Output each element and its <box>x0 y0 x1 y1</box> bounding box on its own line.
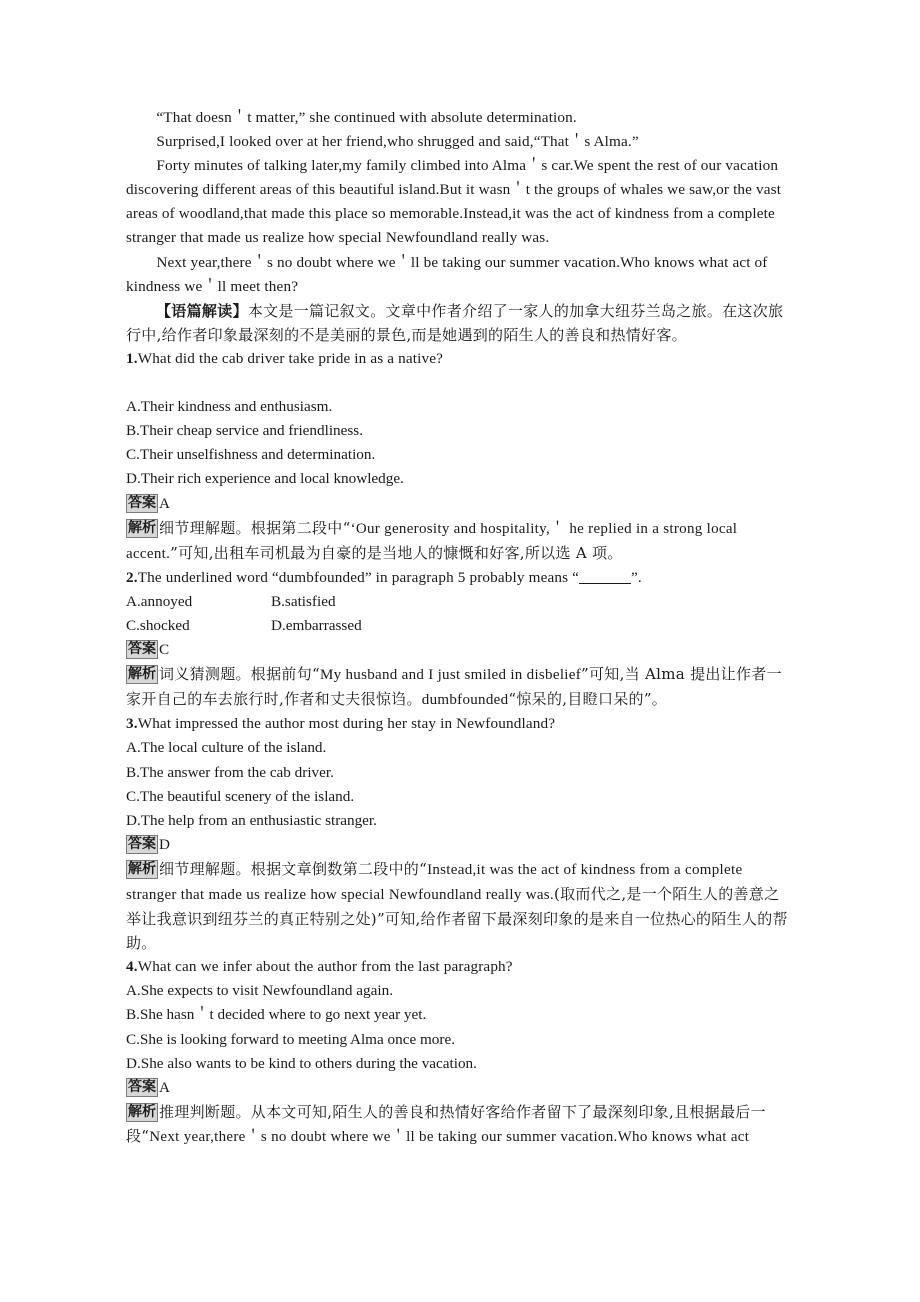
analysis-text <box>126 1103 766 1145</box>
answer-line <box>126 833 794 857</box>
option-a[interactable]: A.annoyed <box>126 592 193 610</box>
answer-blank[interactable] <box>579 583 631 584</box>
answer-value: A <box>159 494 171 512</box>
analysis-text-cn: 词义猜测题。根据前句“ <box>159 665 320 684</box>
passage-analysis <box>126 299 794 347</box>
option-d[interactable]: D.The help from an enthusiastic stranger. <box>126 811 377 829</box>
option-b[interactable]: B.satisfied <box>271 592 336 610</box>
question-stem <box>126 566 794 590</box>
analysis-label: 解析 <box>128 666 156 683</box>
answer-line <box>126 492 794 516</box>
analysis-text-cn: ”可知,出租车司机最为自豪的是当地人的慷慨和好客,所以选 A 项。 <box>170 543 623 562</box>
analysis-text <box>126 860 788 952</box>
answer-label: 答案 <box>128 641 156 658</box>
question-text: What did the cab driver take pride in as a native? <box>137 349 444 367</box>
answer-line <box>126 1076 794 1100</box>
option-a[interactable]: A.She expects to visit Newfoundland again. <box>126 982 393 1000</box>
analysis-text-cn: 推理判断题。从本文可知,陌生人的善良和热情好客给作者留下了最深刻印象,且根据最后一段“ <box>126 1102 766 1145</box>
option-d[interactable]: D.embarrassed <box>271 616 362 634</box>
option-c[interactable]: C.Their unselfishness and determination. <box>126 446 376 464</box>
option-d[interactable]: D.She also wants to be kind to others during the vacation. <box>126 1054 477 1072</box>
passage-paragraph: Next year,there＇s no doubt where we＇ll be taking our summer vacation.Who knows what act of kindness we＇ll meet then? <box>126 253 772 295</box>
spacer <box>126 371 794 395</box>
question-stem <box>126 712 794 736</box>
answer-line <box>126 638 794 662</box>
question-text: What can we infer about the author from the last paragraph? <box>137 958 513 976</box>
option-row <box>126 590 794 614</box>
option-b[interactable]: B.Their cheap service and friendliness. <box>126 422 364 440</box>
analysis-label: 解析 <box>128 1103 156 1120</box>
document-page <box>126 106 794 1149</box>
passage-analysis-text: 本文是一篇记叙文。文章中作者介绍了一家人的加拿大纽芬兰岛之旅。在这次旅行中,给作者印象最深刻的不是美丽的景色,而是她遇到的陌生人的善良和热情好客。 <box>126 301 784 344</box>
analysis-line <box>126 857 794 955</box>
question-text-after-blank: ”. <box>631 568 642 586</box>
question-number: 2. <box>126 568 138 586</box>
analysis-text-cn: 细节理解题。根据文章倒数第二段中的“ <box>159 859 428 878</box>
answer-label: 答案 <box>128 494 156 511</box>
analysis-text-cn: 细节理解题。根据第二段中“ <box>159 518 351 537</box>
analysis-quote-en: Next year,there＇s no doubt where we＇ll be taking our summer vacation.Who knows what act <box>149 1128 750 1145</box>
passage-paragraph: “That doesn＇t matter,” she continued with absolute determination. <box>156 109 577 126</box>
question-number: 1. <box>126 349 138 367</box>
analysis-label: 解析 <box>128 519 156 536</box>
analysis-text-cn: ”可知,当 Alma 提出让作者一家开自己的车去旅行时,作者和丈夫很惊诌。 <box>126 665 782 709</box>
question-stem <box>126 955 794 979</box>
analysis-line <box>126 1100 794 1149</box>
analysis-quote-en: My husband and I just smiled in disbelief <box>319 667 582 684</box>
analysis-line <box>126 516 794 566</box>
passage-paragraph: Forty minutes of talking later,my family climbed into Alma＇s car.We spent the rest of our vacation discovering different areas of this beautiful island.But it wasn＇t the groups of whales we saw,or the vast areas of woodland,that made this place so memorable.Instead,it was the act of kindness from a complete stranger that made us realize how special Newfoundland really was. <box>126 157 786 247</box>
passage-paragraph: Surprised,I looked over at her friend,who shrugged and said,“That＇s Alma.” <box>156 133 639 151</box>
analysis-text <box>126 519 741 562</box>
option-c[interactable]: C.The beautiful scenery of the island. <box>126 787 355 805</box>
answer-value: C <box>159 641 170 659</box>
option-row <box>126 614 794 638</box>
analysis-line <box>126 662 794 712</box>
question-number: 3. <box>126 715 138 733</box>
answer-label: 答案 <box>128 835 156 852</box>
option-a[interactable]: A.The local culture of the island. <box>126 739 327 757</box>
option-a[interactable]: A.Their kindness and enthusiasm. <box>126 398 333 416</box>
answer-value: D <box>159 835 171 853</box>
passage-analysis-label: 【语篇解读】 <box>156 301 248 320</box>
option-d[interactable]: D.Their rich experience and local knowledge. <box>126 470 404 488</box>
question-stem <box>126 347 794 371</box>
analysis-text-cn: (取而代之,是一个陌生人的善意之举让我意识到纽芬兰的真正特别之处)”可知,给作者留下最深刻印象的是来自一位热心的陌生人的帮助。 <box>126 885 788 953</box>
question-text: What impressed the author most during her stay in Newfoundland? <box>137 715 556 733</box>
analysis-quote-en: ‘Our generosity and hospitality,＇ he replied in a strong local accent. <box>126 520 742 562</box>
answer-label: 答案 <box>128 1078 156 1095</box>
option-c[interactable]: C.She is looking forward to meeting Alma once more. <box>126 1030 455 1048</box>
analysis-text-cn: “惊呆的,目瞪口呆的”。 <box>508 690 668 709</box>
option-c[interactable]: C.shocked <box>126 616 190 634</box>
question-text-before-blank: The underlined word “dumbfounded” in paragraph 5 probably means “ <box>137 568 580 586</box>
option-b[interactable]: B.She hasn＇t decided where to go next year yet. <box>126 1006 427 1024</box>
analysis-label: 解析 <box>128 860 156 877</box>
analysis-text <box>126 665 782 708</box>
analysis-quote-en: dumbfounded <box>421 692 509 709</box>
analysis-quote-en: Instead,it was the act of kindness from a complete stranger that made us realize how special Newfoundland really was. <box>126 861 747 903</box>
question-number: 4. <box>126 958 138 976</box>
answer-value: A <box>159 1078 171 1096</box>
option-b[interactable]: B.The answer from the cab driver. <box>126 763 334 781</box>
